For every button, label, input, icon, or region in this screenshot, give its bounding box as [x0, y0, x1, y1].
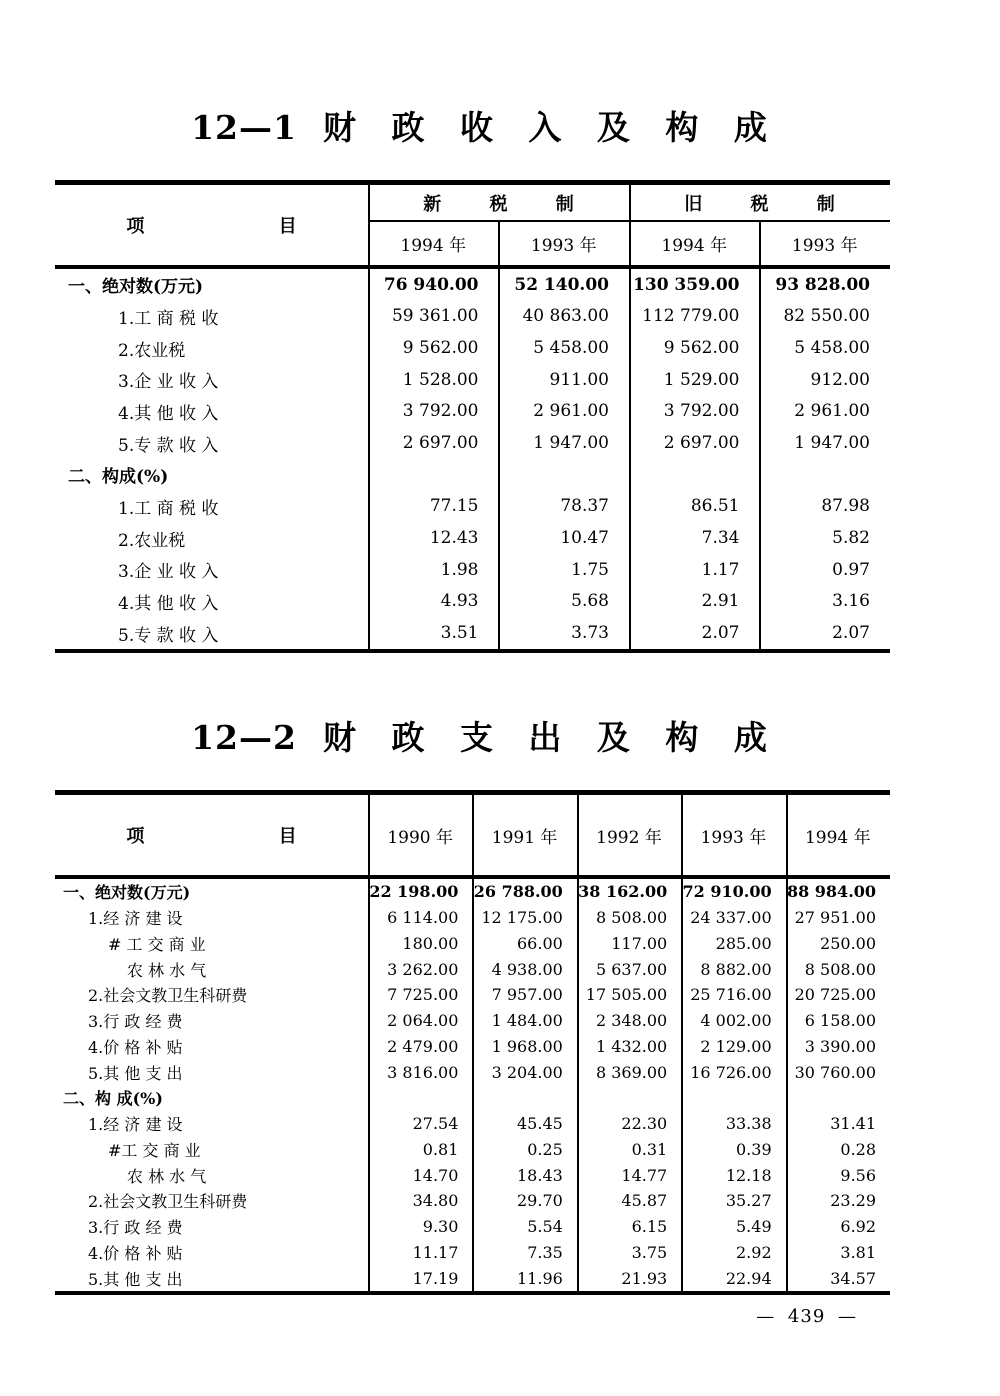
page-number: — 439 —	[756, 1306, 857, 1327]
value-cell: 6.15	[631, 1217, 668, 1237]
row-label: 3.行 政 经 费	[88, 1218, 183, 1238]
value-cell: 22.94	[725, 1268, 772, 1288]
row-label: # 工 交 商 业	[108, 934, 206, 954]
value-cell: 1 432.00	[595, 1036, 668, 1056]
value-cell: 40 863.00	[522, 306, 609, 327]
value-cell: 4 938.00	[491, 959, 563, 979]
value-cell: 5 458.00	[533, 338, 609, 359]
value-cell: 27.54	[412, 1114, 459, 1134]
value-cell: 912.00	[810, 369, 870, 390]
value-cell: 112 779.00	[642, 306, 740, 327]
value-cell: 17.19	[412, 1268, 459, 1288]
value-cell: 27 951.00	[794, 908, 877, 928]
value-cell: 16 726.00	[690, 1062, 772, 1082]
value-cell: 9 562.00	[402, 338, 479, 359]
table-row	[55, 1188, 890, 1214]
row-label: 1.工 商 税 收	[118, 498, 219, 519]
row-label: 二、构 成(%)	[63, 1089, 163, 1109]
row-label: 3.行 政 经 费	[88, 1012, 183, 1032]
value-cell: 5.82	[832, 528, 870, 549]
value-cell: 0.28	[840, 1139, 877, 1159]
value-cell: 29.70	[517, 1191, 563, 1211]
value-cell: 88 984.00	[786, 882, 877, 902]
value-cell: 2 697.00	[402, 433, 479, 454]
value-cell: 0.25	[527, 1139, 563, 1159]
table-bottom-border	[55, 649, 890, 653]
item-header-cell: 项 目	[126, 826, 297, 847]
table-row	[55, 427, 890, 459]
table-row	[55, 956, 890, 982]
value-cell: 3.75	[631, 1242, 668, 1262]
row-label: 3.企 业 收 入	[118, 562, 219, 583]
fiscal-revenue-table	[55, 180, 890, 653]
value-cell: 2 348.00	[595, 1011, 668, 1031]
value-cell: 35.27	[725, 1191, 772, 1211]
value-cell: 3 792.00	[402, 401, 479, 422]
value-cell: 911.00	[549, 369, 609, 390]
table-row	[55, 554, 890, 586]
value-cell: 14.77	[621, 1165, 668, 1185]
table-body	[55, 879, 890, 1291]
value-cell: 2 961.00	[794, 401, 870, 422]
row-label: 5.其 他 支 出	[88, 1063, 183, 1083]
value-cell: 2 479.00	[387, 1036, 459, 1056]
value-cell: 10.47	[560, 528, 609, 549]
value-cell: 7 725.00	[387, 985, 459, 1005]
table-row	[55, 1214, 890, 1240]
table1-title-text: 财 政 收 入 及 构 成	[322, 108, 769, 147]
value-cell: 180.00	[402, 933, 459, 953]
value-cell: 20 725.00	[794, 985, 877, 1005]
table2-number: 12—2	[191, 718, 297, 757]
value-cell: 3 816.00	[387, 1062, 459, 1082]
table-row	[55, 1111, 890, 1137]
row-label: 农 林 水 气	[127, 1166, 207, 1186]
table-row	[55, 459, 890, 491]
value-cell: 24 337.00	[690, 908, 772, 928]
row-label: 5.专 款 收 入	[118, 625, 219, 646]
value-cell: 18.43	[517, 1165, 563, 1185]
year-header: 1993 年	[791, 236, 858, 256]
value-cell: 6 114.00	[387, 908, 459, 928]
value-cell: 34.57	[830, 1268, 877, 1288]
value-cell: 2 064.00	[387, 1011, 459, 1031]
value-cell: 9.56	[840, 1165, 877, 1185]
value-cell: 8 508.00	[804, 959, 877, 979]
value-cell: 2.91	[701, 591, 740, 612]
value-cell: 78.37	[560, 496, 609, 517]
table-row	[55, 491, 890, 523]
value-cell: 2 697.00	[663, 433, 740, 454]
row-label: 二、构成(%)	[68, 467, 169, 488]
row-label: 1.经 济 建 设	[88, 909, 183, 929]
value-cell: 3.73	[571, 623, 609, 644]
value-cell: 23.29	[830, 1191, 877, 1211]
value-cell: 3 204.00	[491, 1062, 563, 1082]
row-label: 1.经 济 建 设	[88, 1115, 183, 1135]
value-cell: 8 508.00	[595, 908, 668, 928]
value-cell: 93 828.00	[775, 274, 870, 295]
value-cell: 3 792.00	[663, 401, 740, 422]
value-cell: 3 390.00	[804, 1036, 877, 1056]
value-cell: 130 359.00	[633, 274, 740, 295]
table-row	[55, 982, 890, 1008]
row-label: 一、绝对数(万元)	[63, 883, 191, 903]
table-row	[55, 1137, 890, 1163]
table-row	[55, 879, 890, 905]
table2-title	[0, 712, 960, 759]
value-cell: 77.15	[429, 496, 479, 517]
year-header: 1993 年	[530, 236, 597, 256]
year-header: 1993 年	[700, 827, 767, 848]
table-row	[55, 364, 890, 396]
value-cell: 38 162.00	[578, 882, 668, 902]
value-cell: 4.93	[440, 591, 479, 612]
value-cell: 82 550.00	[783, 306, 870, 327]
value-cell: 12.43	[429, 528, 479, 549]
value-cell: 2.92	[736, 1242, 772, 1262]
year-header: 1994 年	[804, 827, 871, 848]
value-cell: 3.51	[440, 623, 479, 644]
value-cell: 2 129.00	[700, 1036, 772, 1056]
value-cell: 30 760.00	[794, 1062, 877, 1082]
value-cell: 1 529.00	[663, 369, 740, 390]
table-row	[55, 1059, 890, 1085]
table-row	[55, 1240, 890, 1266]
table-row	[55, 332, 890, 364]
table1-number: 12—1	[191, 108, 297, 147]
value-cell: 5 458.00	[794, 338, 870, 359]
value-cell: 11.17	[412, 1242, 459, 1262]
table-row	[55, 1008, 890, 1034]
value-cell: 1 528.00	[402, 369, 479, 390]
table-body	[55, 269, 890, 649]
value-cell: 1.98	[440, 559, 479, 580]
value-cell: 1 947.00	[794, 433, 870, 454]
value-cell: 5 637.00	[595, 959, 668, 979]
value-cell: 0.31	[631, 1139, 668, 1159]
value-cell: 45.87	[621, 1191, 668, 1211]
value-cell: 5.49	[736, 1217, 772, 1237]
year-header: 1994 年	[661, 236, 728, 256]
group-header-old-tax: 旧 税 制	[684, 193, 835, 215]
table-row	[55, 301, 890, 333]
row-label: 2.农业税	[118, 340, 186, 361]
table-row	[55, 1034, 890, 1060]
value-cell: 2 961.00	[533, 401, 609, 422]
row-label: 一、绝对数(万元)	[68, 277, 204, 298]
item-header-cell: 项 目	[126, 216, 297, 237]
value-cell: 4 002.00	[700, 1011, 772, 1031]
table-row	[55, 396, 890, 428]
value-cell: 6.92	[840, 1217, 877, 1237]
group-header-new-tax: 新 税 制	[423, 193, 574, 215]
value-cell: 0.39	[736, 1139, 772, 1159]
value-cell: 45.45	[517, 1114, 563, 1134]
value-cell: 3.16	[832, 591, 870, 612]
row-label: 1.工 商 税 收	[118, 308, 219, 329]
row-label: 4.价 格 补 贴	[88, 1243, 183, 1263]
value-cell: 17 505.00	[585, 985, 668, 1005]
value-cell: 52 140.00	[514, 274, 609, 295]
value-cell: 26 788.00	[473, 882, 563, 902]
table-row	[55, 522, 890, 554]
row-label: 农 林 水 气	[127, 960, 207, 980]
value-cell: 0.81	[422, 1139, 459, 1159]
value-cell: 5.68	[571, 591, 609, 612]
value-cell: 8 369.00	[595, 1062, 668, 1082]
table1-title	[0, 102, 960, 149]
year-header: 1990 年	[387, 827, 454, 848]
table-row	[55, 905, 890, 931]
table-row	[55, 269, 890, 301]
value-cell: 22 198.00	[369, 882, 459, 902]
row-label: 2.社会文教卫生科研费	[88, 986, 248, 1006]
value-cell: 9.30	[422, 1217, 459, 1237]
year-header: 1991 年	[491, 827, 558, 848]
value-cell: 1 484.00	[491, 1011, 563, 1031]
table-row	[55, 931, 890, 957]
value-cell: 0.97	[832, 559, 870, 580]
table-row	[55, 617, 890, 649]
value-cell: 5.54	[527, 1217, 563, 1237]
row-label: 4.其 他 收 入	[118, 593, 219, 614]
value-cell: 14.70	[412, 1165, 459, 1185]
fiscal-expenditure-table	[55, 790, 890, 1295]
year-header-row	[368, 795, 890, 875]
value-cell: 1.17	[701, 559, 740, 580]
value-cell: 117.00	[611, 933, 668, 953]
row-label: 5.专 款 收 入	[118, 435, 219, 456]
value-cell: 31.41	[830, 1114, 877, 1134]
row-label: 2.农业税	[118, 530, 186, 551]
value-cell: 9 562.00	[663, 338, 740, 359]
value-cell: 11.96	[517, 1268, 563, 1288]
value-cell: 12 175.00	[481, 908, 563, 928]
value-cell: 76 940.00	[383, 274, 479, 295]
row-label: #工 交 商 业	[108, 1140, 201, 1160]
year-header: 1992 年	[596, 827, 662, 848]
value-cell: 72 910.00	[682, 882, 772, 902]
row-label: 2.社会文教卫生科研费	[88, 1192, 248, 1212]
table-row	[55, 1162, 890, 1188]
value-cell: 2.07	[832, 623, 870, 644]
year-header: 1994 年	[400, 236, 467, 256]
value-cell: 2.07	[701, 623, 740, 644]
row-label: 4.价 格 补 贴	[88, 1037, 183, 1057]
value-cell: 22.30	[621, 1114, 668, 1134]
table-row	[55, 586, 890, 618]
value-cell: 7 957.00	[491, 985, 563, 1005]
row-label: 3.企 业 收 入	[118, 372, 219, 393]
value-cell: 25 716.00	[690, 985, 772, 1005]
table-bottom-border	[55, 1291, 890, 1295]
value-cell: 34.80	[412, 1191, 459, 1211]
table2-title-text: 财 政 支 出 及 构 成	[322, 718, 769, 757]
value-cell: 285.00	[715, 933, 772, 953]
value-cell: 1 968.00	[491, 1036, 563, 1056]
row-label: 4.其 他 收 入	[118, 403, 219, 424]
year-header-row	[368, 222, 890, 265]
value-cell: 7.35	[527, 1242, 563, 1262]
value-cell: 87.98	[821, 496, 870, 517]
value-cell: 66.00	[517, 933, 563, 953]
value-cell: 12.18	[725, 1165, 772, 1185]
value-cell: 3 262.00	[387, 959, 459, 979]
value-cell: 1 947.00	[533, 433, 609, 454]
group-header-row	[368, 185, 890, 220]
value-cell: 1.75	[571, 559, 609, 580]
value-cell: 8 882.00	[700, 959, 772, 979]
value-cell: 59 361.00	[391, 306, 479, 327]
value-cell: 33.38	[725, 1114, 772, 1134]
table-row	[55, 1265, 890, 1291]
value-cell: 21.93	[621, 1268, 668, 1288]
value-cell: 3.81	[840, 1242, 877, 1262]
table-row	[55, 1085, 890, 1111]
value-cell: 6 158.00	[804, 1011, 877, 1031]
row-label: 5.其 他 支 出	[88, 1269, 183, 1289]
value-cell: 7.34	[701, 528, 740, 549]
value-cell: 86.51	[690, 496, 740, 517]
value-cell: 250.00	[820, 933, 877, 953]
